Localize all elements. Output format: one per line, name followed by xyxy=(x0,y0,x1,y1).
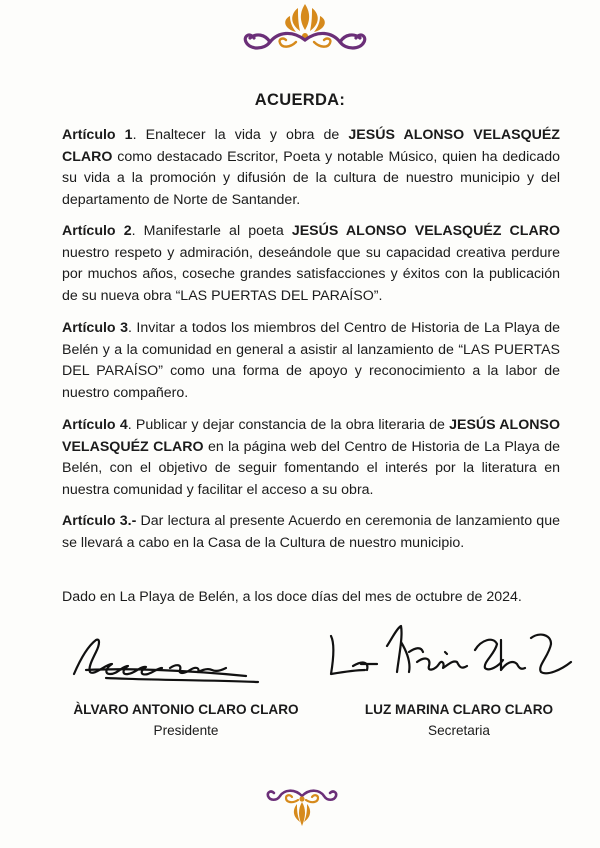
signatory-secretary xyxy=(346,699,572,741)
article-4: Artículo 4. Publicar y dejar constancia de la obra literaria de JESÚS ALONSO VELASQUÉZ CLARO en la página web del Centro de Historia de La Playa de Belén, con el objetivo de seguir fomentando el interés por la literatura en nuestra comunidad y facilitar el acceso a su obra. xyxy=(62,417,561,498)
signature-secretary xyxy=(325,622,575,686)
top-flourish-ornament xyxy=(220,2,390,54)
article-text: Enaltecer la vida y obra de xyxy=(145,127,349,143)
honoree-name: JESÚS ALONSO VELASQUÉZ CLARO xyxy=(291,223,560,239)
article-text: Dar lectura al presente Acuerdo en ceremonia de lanzamiento que se llevará a cabo en la Casa de la Cultura de nuestro municipio. xyxy=(62,513,560,551)
signatory-role: Presidente xyxy=(153,723,219,738)
article-label: Artículo 4 xyxy=(62,417,128,433)
date-line: Dado en La Playa de Belén, a los doce días del mes de octubre de 2024. xyxy=(62,589,522,605)
signatory-role: Secretaria xyxy=(428,723,490,738)
resolution-heading: ACUERDA: xyxy=(254,91,346,109)
article-1: Artículo 1. Enaltecer la vida y obra de JESÚS ALONSO VELASQUÉZ CLARO como destacado Escritor, Poeta y notable Músico, quien ha dedicado su vida a la promoción y difusión de la cultura de nuestro municipio y del departamento de Norte de Santander. xyxy=(62,127,560,208)
signatory-president xyxy=(52,699,320,741)
article-label: Artículo 3.- xyxy=(62,513,137,529)
honoree-name: JESÚS ALONSO VELASQUÉZ CLARO xyxy=(62,417,561,455)
article-2: Artículo 2. Manifestarle al poeta JESÚS ALONSO VELASQUÉZ CLARO nuestro respeto y admiración, deseándole que su capacidad creativa perdure por muchos años, coseche grandes satisfacciones y éxitos con la publicación de su nueva obra “LAS PUERTAS DEL PARAÍSO”. xyxy=(62,223,560,304)
article-text: Manifestarle al poeta xyxy=(143,223,292,239)
article-text: como destacado Escritor, Poeta y notable Músico, quien ha dedicado su vida a la promoción y difusión de la cultura de nuestro municipio y del departamento de Norte de Santander. xyxy=(62,148,560,208)
article-label: Artículo 3 xyxy=(62,320,128,336)
bottom-flourish-ornament xyxy=(262,782,342,830)
signatory-name: ÀLVARO ANTONIO CLARO CLARO xyxy=(73,702,299,717)
article-text: nuestro respeto y admiración, deseándole que su capacidad creativa perdure por muchos años, coseche grandes satisfacciones y éxitos con la publicación de su nueva obra “LAS PUERTAS DEL PARAÍSO”. xyxy=(62,244,560,304)
article-text: Publicar y dejar constancia de la obra literaria de xyxy=(135,417,450,433)
signatory-name: LUZ MARINA CLARO CLARO xyxy=(364,702,554,717)
article-label: Artículo 2 xyxy=(62,223,132,239)
article-5 xyxy=(62,511,560,554)
honoree-name: JESÚS ALONSO VELASQUÉZ CLARO xyxy=(62,127,560,165)
article-3: Artículo 3. Invitar a todos los miembros del Centro de Historia de La Playa de Belén y a la comunidad en general a asistir al lanzamiento de “LAS PUERTAS DEL PARAÍSO” como una forma de apoyo y reconocimiento a la labor de nuestro compañero. xyxy=(62,320,560,401)
article-text: Invitar a todos los miembros del Centro de Historia de La Playa de Belén y a la comunidad en general a asistir al lanzamiento de “LAS PUERTAS DEL PARAÍSO” como una forma de apoyo y reconocimiento a la labor de nuestro compañero. xyxy=(62,320,560,401)
signature-president xyxy=(66,630,266,686)
article-text: en la página web del Centro de Historia de La Playa de Belén, con el objetivo de seguir fomentando el interés por la literatura en nuestra comunidad y facilitar el acceso a su obra. xyxy=(62,438,561,498)
article-label: Artículo 1 xyxy=(62,127,133,143)
